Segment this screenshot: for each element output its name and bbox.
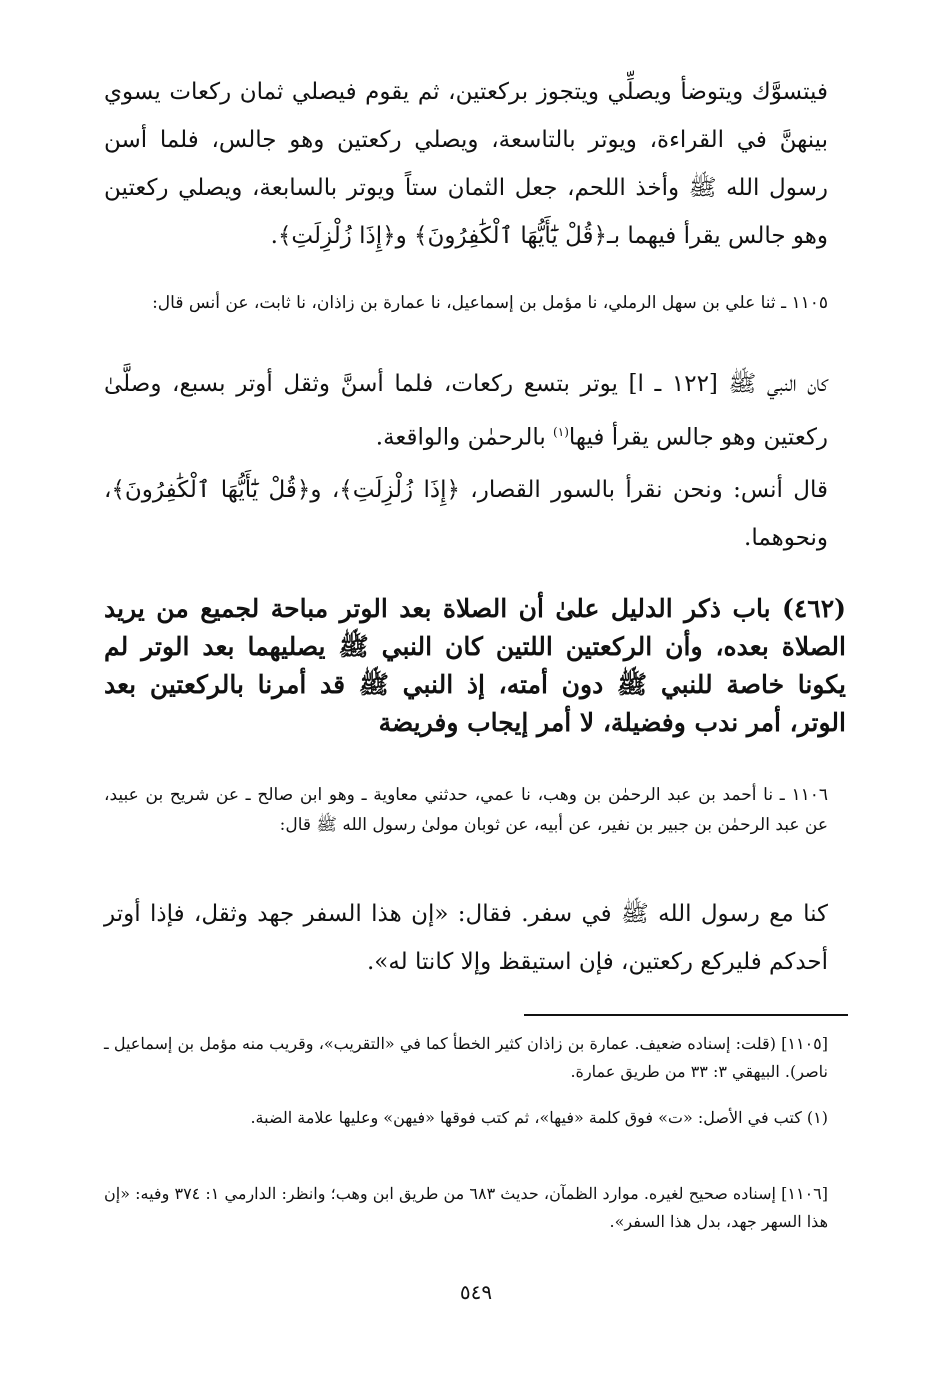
footnote-divider: [524, 1014, 848, 1016]
footnote-1106: [١١٠٦] إسناده صحيح لغيره. موارد الظمآن، حديث ٦٨٣ من طريق ابن وهب؛ وانظر: الدارمي ١: ٣٧٤ وفيه: «إن هذا السهر جهد، بدل هذا السفر».: [104, 1184, 829, 1231]
hadith-1106-matn: كنا مع رسول الله ﷺ في سفر. فقال: «إن هذا السفر جهد وثقل، فإذا أوتر أحدكم فليركع ركعتين، فإن استيقظ وإلا كانتا له».: [104, 901, 828, 975]
hadith-1105-isnad: ١١٠٥ ـ ثنا علي بن سهل الرملي، نا مؤمل بن إسماعيل، نا عمارة بن زاذان، نا ثابت، عن أنس قال:: [152, 293, 828, 313]
chapter-heading: (٤٦٢) باب ذكر الدليل علىٰ أن الصلاة بعد الوتر مباحة لجميع من يريد الصلاة بعده، وأن الركعتين اللتين كان النبي ﷺ يصليهما بعد الوتر لم يكونا خاصة للنبي ﷺ دون أمته، إذ النبي ﷺ قد أمرنا بالركعتين بعد الوتر، أمر ندب وفضيلة، لا أمر إيجاب وفريضة: [104, 594, 846, 737]
hadith-1105-matn: [104, 360, 828, 462]
anas-statement: قال أنس: ونحن نقرأ بالسور القصار، ﴿إِذَا زُلْزِلَتِ﴾، و﴿قُلْ يَٰٓأَيُّهَا ٱلْكَٰفِرُونَ﴾، ونحوهما.: [104, 477, 828, 551]
footnote-ref-1[interactable]: (١): [553, 425, 569, 439]
footnote-1105: [١١٠٥] (قلت: إسناده ضعيف. عمارة بن زاذان كثير الخطأ كما في «التقريب»، وقريب منه مؤمل بن إسماعيل ـ ناصر). البيهقي ٣: ٣٣ من طريق عمارة.: [104, 1034, 828, 1081]
top-paragraph: فيتسوَّك ويتوضأ ويصلِّي ويتجوز بركعتين، ثم يقوم فيصلي ثمان ركعات يسوي بينهنَّ في القراءة، ويوتر بالتاسعة، ويصلي ركعتين وهو جالس، فلما أسن رسول الله ﷺ وأخذ اللحم، جعل الثمان ستاً ويوتر بالسابعة، ويصلي ركعتين وهو جالس يقرأ فيهما بـ﴿قُلْ يَٰٓأَيُّهَا ٱلْكَٰفِرُونَ﴾ و﴿إِذَا زُلْزِلَتِ﴾.: [104, 79, 828, 249]
hadith-1105-matn-end: بالرحمٰن والواقعة.: [375, 424, 554, 451]
hadith-1106-isnad: ١١٠٦ ـ نا أحمد بن عبد الرحمٰن بن وهب، نا عمي، حدثني معاوية ـ وهو ابن صالح ـ عن شريح بن عبيد، عن عبد الرحمٰن بن جبير بن نفير، عن أبيه، عن ثوبان مولىٰ رسول الله ﷺ قال:: [104, 785, 828, 835]
hadith-1105-matn-text: كان النبي ﷺ [١٢٢ ـ ا] يوتر بتسع ركعات، فلما أسنَّ وثقل أوتر بسبع، وصلَّىٰ ركعتين وهو جالس يقرأ فيها: [104, 371, 828, 451]
footnote-1: (١) كتب في الأصل: «ت» فوق كلمة «فيها»، ثم كتب فوقها «فيهن» وعليها علامة الضبة.: [250, 1108, 828, 1127]
page-number: ٥٤٩: [459, 1280, 493, 1304]
